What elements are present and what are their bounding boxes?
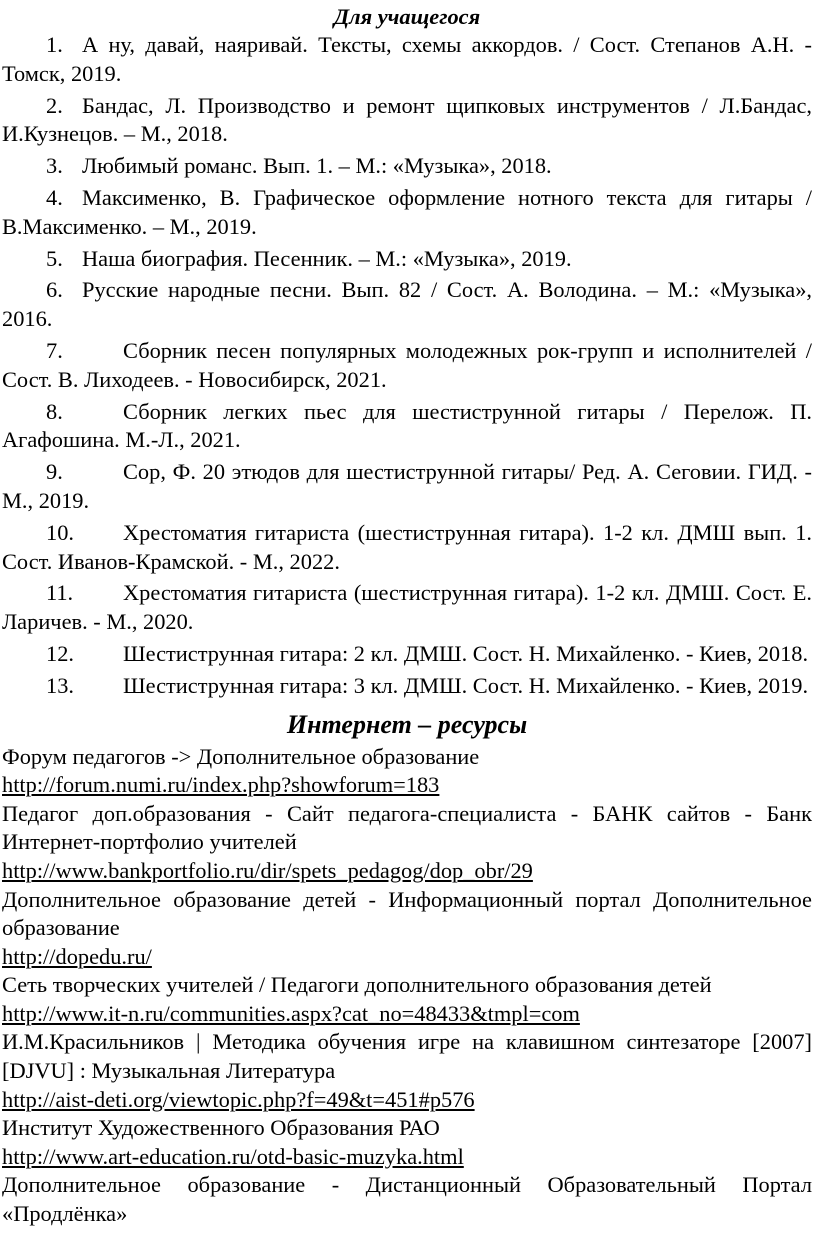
resource-link[interactable]: http://dopedu.ru/ [2,943,152,969]
reference-number: 5. [46,245,63,271]
resource-title: Дополнительное образование детей - Информационный портал Дополнительное образование [2,886,812,941]
resource-title: Сеть творческих учителей / Педагоги дополнительного образования детей [2,972,712,998]
resource-title: Форум педагогов -> Дополнительное образование [2,743,480,769]
reference-text: Шестиструнная гитара: 3 кл. ДМШ. Сост. Н. Михайленко. - Киев, 2019. [123,672,809,698]
resource-title: Институт Художественного Образования РАО [2,1115,440,1141]
internet-resources-heading: Интернет – ресурсы [286,709,528,739]
resource-title: Педагог доп.образования - Сайт педагога-специалиста - БАНК сайтов - Банк Интернет-портфолио учителей [2,800,812,855]
resource-link[interactable]: http://www.bankportfolio.ru/dir/spets_pedagog/dop_obr/29 [2,857,533,883]
reference-item [2,184,812,245]
reference-number: 13. [46,672,74,698]
reference-number: 10. [46,519,74,545]
resource-title: Дополнительное образование - Дистанционный Образовательный Портал «Продлёнка» [2,1172,812,1227]
reference-item [2,640,812,672]
resource-list [2,743,812,1229]
reference-item [2,519,812,580]
reference-item [2,276,812,337]
reference-item [2,458,812,519]
resource-link[interactable]: http://www.it-n.ru/communities.aspx?cat_no=48433&tmpl=com [2,1000,580,1026]
reference-item [2,672,812,704]
reference-item [2,579,812,640]
reference-text: А ну, давай, наяривай. Тексты, схемы аккордов. / Сост. Степанов А.Н. - Томск, 2019. [2,32,812,86]
reference-list [2,31,812,704]
reference-text: Максименко, В. Графическое оформление нотного текста для гитары / В.Максименко. – М., 2019. [2,184,812,239]
reference-item [2,92,812,153]
reference-number: 6. [46,277,63,303]
reference-number: 9. [46,459,63,485]
reference-text: Шестиструнная гитара: 2 кл. ДМШ. Сост. Н. Михайленко. - Киев, 2018. [123,640,809,666]
reference-text: Сборник песен популярных молодежных рок-групп и исполнителей / Сост. В. Лиходеев. - Новосибирск, 2021. [2,337,812,392]
reference-text: Любимый романс. Вып. 1. – М.: «Музыка», 2018. [82,153,552,179]
reference-text: Хрестоматия гитариста (шестиструнная гитара). 1-2 кл. ДМШ. Сост. Е. Ларичев. - М., 2020. [2,580,812,635]
reference-number: 7. [46,337,63,363]
reference-item [2,31,812,92]
reference-text: Русские народные песни. Вып. 82 / Сост. А. Володина. – М.: «Музыка», 2016. [2,277,812,332]
reference-item [2,152,812,184]
reference-item [2,398,812,459]
reference-number: 1. [46,32,63,57]
reference-item [2,337,812,398]
reference-number: 4. [46,184,63,210]
reference-number: 3. [46,153,63,179]
reference-text: Хрестоматия гитариста (шестиструнная гитара). 1-2 кл. ДМШ вып. 1. Сост. Иванов-Крамской. - М., 2022. [2,519,812,574]
reference-text: Наша биография. Песенник. – М.: «Музыка», 2019. [82,245,572,271]
resource-link[interactable]: http://www.art-education.ru/otd-basic-muzyka.html [2,1143,464,1169]
reference-number: 2. [46,92,63,118]
reference-text: Сборник легких пьес для шестиструнной гитары / Перелож. П. Агафошина. М.-Л., 2021. [2,398,812,453]
resource-link[interactable]: http://aist-deti.org/viewtopic.php?f=49&t=451#p576 [2,1086,475,1112]
resource-link[interactable]: http://forum.numi.ru/index.php?showforum=183 [2,772,440,798]
reference-number: 12. [46,640,74,666]
reference-number: 11. [46,580,74,606]
reference-item [2,245,812,277]
resource-title: И.М.Красильников | Методика обучения игре на клавишном синтезаторе [2007] [DJVU] : Музыкальная Литература [2,1029,812,1084]
student-section-heading: Для учащегося [333,4,481,29]
reference-number: 8. [46,398,63,424]
reference-text: Сор, Ф. 20 этюдов для шестиструнной гитары/ Ред. А. Сеговии. ГИД. - М., 2019. [2,459,812,513]
reference-text: Бандас, Л. Производство и ремонт щипковых инструментов / Л.Бандас, И.Кузнецов. – М., 2018. [2,92,812,147]
